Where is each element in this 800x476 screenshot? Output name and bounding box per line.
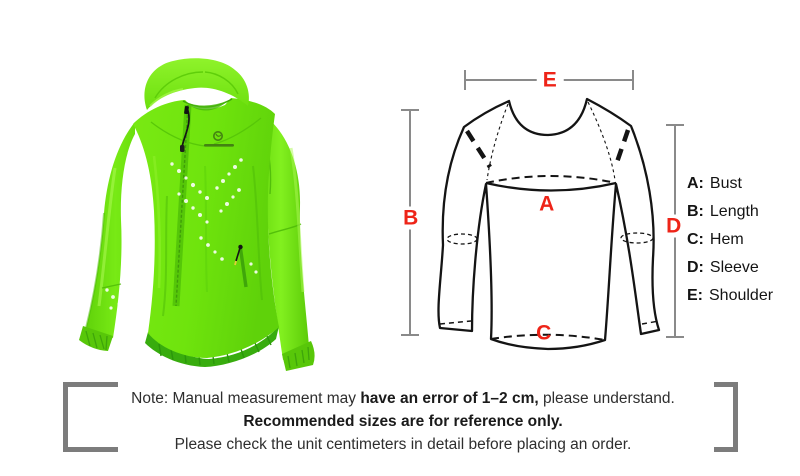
jacket-left-sleeve — [79, 122, 135, 351]
measure-letter-length: B — [397, 207, 425, 230]
measure-letter-hem: C — [536, 321, 552, 345]
legend-key: E: — [687, 287, 703, 304]
legend-label: Shoulder — [709, 287, 774, 304]
note-line-1: Note: Manual measurement may have an error of 1–2 cm, please understand. — [131, 390, 675, 407]
legend-key: B: — [687, 203, 704, 220]
legend-item-shoulder — [687, 282, 773, 310]
legend-item-sleeve — [687, 254, 773, 282]
jacket-photo — [55, 48, 315, 373]
legend-key: A: — [687, 175, 704, 192]
shirt-outline — [438, 99, 659, 349]
legend-key: D: — [687, 259, 704, 276]
legend-label: Sleeve — [709, 259, 759, 276]
jacket-torso — [133, 98, 279, 358]
measure-letter-bust: A — [539, 192, 555, 216]
note-line-2: Recommended sizes are for reference only. — [243, 413, 563, 430]
legend-item-hem — [687, 226, 773, 254]
note-line-3: Please check the unit centimeters in detail before placing an order. — [174, 436, 632, 453]
measure-letter-shoulder: E — [537, 69, 564, 92]
legend-item-length — [687, 198, 773, 226]
legend-label: Hem — [709, 231, 744, 248]
measure-letter-sleeve: D — [660, 215, 688, 238]
note-box — [85, 387, 721, 456]
legend-item-bust — [687, 170, 773, 198]
legend-key: C: — [687, 231, 704, 248]
legend-label: Length — [709, 203, 759, 220]
measurement-legend — [687, 170, 773, 310]
legend-label: Bust — [709, 175, 742, 192]
